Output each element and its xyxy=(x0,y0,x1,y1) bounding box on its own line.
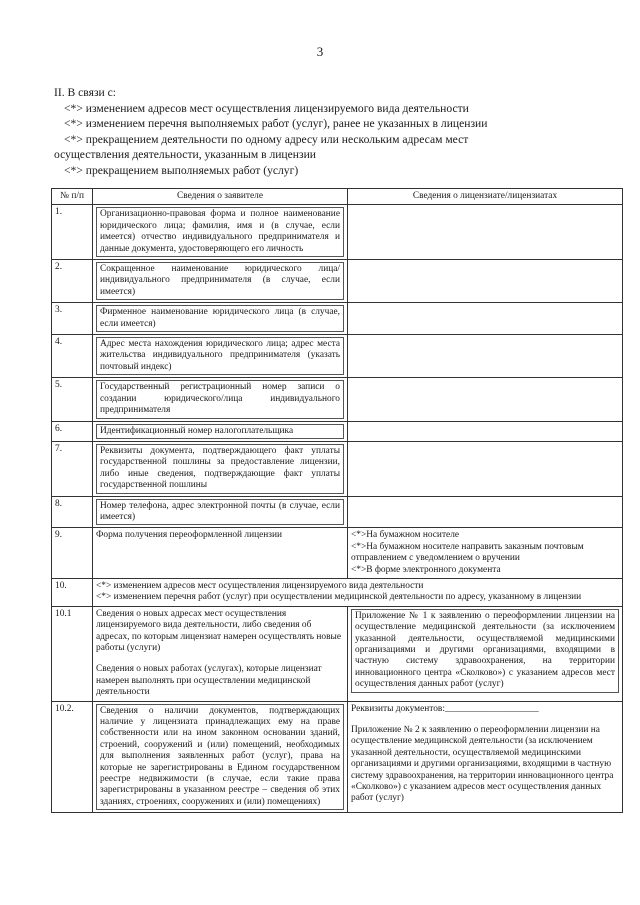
field-value[interactable] xyxy=(348,496,623,528)
row-num: 3. xyxy=(52,303,93,335)
option-paper[interactable]: <*>На бумажном носителе xyxy=(351,530,460,541)
table-row xyxy=(52,303,623,335)
table-header-row xyxy=(52,189,623,205)
license-form-options xyxy=(348,528,623,579)
table-row xyxy=(52,421,623,441)
row-num: 9. xyxy=(52,528,93,579)
field-value[interactable] xyxy=(348,205,623,260)
option-electronic[interactable]: <*>В форме электронного документа xyxy=(351,564,501,575)
field-value[interactable] xyxy=(348,421,623,441)
header-applicant: Сведения о заявителе xyxy=(93,189,348,205)
section-title: II. В связи с: xyxy=(54,86,116,99)
document-details-field[interactable]: Реквизиты документов:____________________ xyxy=(351,703,539,714)
field-label: Идентификационный номер налогоплательщика xyxy=(96,424,344,439)
reason-item: <*> изменением адресов мест осуществления лицензируемого вида деятельности xyxy=(64,101,469,115)
table-row xyxy=(52,205,623,260)
reason-item: <*> изменением перечня выполняемых работ (услуг), ранее не указанных в лицензии xyxy=(64,117,488,130)
row-num: 2. xyxy=(52,260,93,303)
reason-section xyxy=(54,85,614,178)
table-row-change-type xyxy=(52,578,623,606)
field-label: Сокращенное наименование юридического лица/индивидуального предпринимателя (в случае, если имеется) xyxy=(96,262,344,300)
table-row xyxy=(52,496,623,528)
field-label: Сведения о новых работах (услугах), которые лицензиат намерен выполнять при осуществлении медицинской деятельности xyxy=(96,664,322,698)
appendix-2-note: Приложение № 2 к заявлению о переоформлении лицензии на осуществление медицинской деятельности (за исключением указанной деятельности, осуществляемой медицинскими организациями и другими организациями, входящими в частную систему здравоохранения, на территории инновационного центра «Сколково») с указанием адресов мест осуществления данных работ (услуг) xyxy=(351,725,614,804)
application-table xyxy=(51,188,623,813)
table-row xyxy=(52,441,623,496)
reason-item: <*> прекращением выполняемых работ (услуг) xyxy=(64,163,299,177)
row-num: 10.2. xyxy=(52,701,93,813)
field-label: Государственный регистрационный номер записи о создании юридического/лица индивидуального предпринимателя xyxy=(96,380,344,418)
table-row-new-addresses xyxy=(52,606,623,701)
field-label: Номер телефона, адрес электронной почты (в случае, если имеется) xyxy=(96,499,344,526)
reason-item: <*> прекращением деятельности по одному адресу или нескольким адресам мест xyxy=(64,132,469,146)
change-type-options xyxy=(93,578,623,606)
option-change-works[interactable]: <*> изменением перечня работ (услуг) при осуществлении медицинской деятельности по адресу, указанному в лицензии xyxy=(96,592,582,603)
option-paper-mail[interactable]: <*>На бумажном носителе направить заказным почтовым отправлением с уведомлением о вручении xyxy=(351,541,584,564)
table-row-license-form xyxy=(52,528,623,579)
table-row xyxy=(52,378,623,421)
reason-item-continuation: осуществления деятельности, указанным в лицензии xyxy=(54,148,316,161)
header-num: № п/п xyxy=(52,189,93,205)
row-num: 8. xyxy=(52,496,93,528)
header-licensee: Сведения о лицензиате/лицензиатах xyxy=(348,189,623,205)
row-num: 4. xyxy=(52,335,93,378)
field-value[interactable] xyxy=(348,260,623,303)
field-value[interactable] xyxy=(348,335,623,378)
row-num: 1. xyxy=(52,205,93,260)
row-num: 6. xyxy=(52,421,93,441)
field-label: Адрес места нахождения юридического лица; адрес места жительства индивидуального предпринимателя (указать почтовый индекс) xyxy=(96,337,344,375)
field-value[interactable] xyxy=(348,441,623,496)
row-num: 5. xyxy=(52,378,93,421)
field-value[interactable] xyxy=(348,378,623,421)
field-label: Реквизиты документа, подтверждающего факт уплаты государственной пошлины за предоставление лицензии, либо иные сведения, подтверждающие факт уплаты государственной пошлины xyxy=(96,444,344,494)
table-row-documents xyxy=(52,701,623,813)
row-num: 10.1 xyxy=(52,606,93,701)
field-label: Сведения о новых адресах мест осуществления лицензируемого вида деятельности, либо сведения об адресах, по которым лицензиат намерен осуществлять новые работы (услуги) xyxy=(96,608,342,653)
table-row xyxy=(52,260,623,303)
option-change-addresses[interactable]: <*> изменением адресов мест осуществления лицензируемого вида деятельности xyxy=(96,580,424,591)
field-label: Фирменное наименование юридического лица (в случае, если имеется) xyxy=(96,305,344,332)
table-row xyxy=(52,335,623,378)
appendix-1-note: Приложение № 1 к заявлению о переоформлении лицензии на осуществление медицинской деятельности (за исключением указанной деятельности, осуществляемой медицинскими организациями и другими организациями, входящими в частную систему здравоохранения, на территории инновационного центра «Сколково») с указанием адресов мест осуществления данных работ (услуг) xyxy=(351,609,619,693)
field-label: Организационно-правовая форма и полное наименование юридического лица; фамилия, имя и (в случае, если имеется) отчество индивидуального предпринимателя и данные документа, удостоверяющего его личность xyxy=(96,207,344,257)
field-value[interactable] xyxy=(348,303,623,335)
row-num: 7. xyxy=(52,441,93,496)
field-label: Сведения о наличии документов, подтверждающих наличие у лицензиата принадлежащих ему на праве собственности или на ином законном основании зданий, строений, сооружений и (или) помещений, необходимых для выполнения заявленных работ (услуг), права на которые не зарегистрированы в Едином государственном реестре недвижимости (в случае, если такие права зарегистрированы в указанном реестре – сведения об этих зданиях, строениях, сооружениях и (или) помещениях) xyxy=(96,704,344,811)
page-number: 3 xyxy=(316,44,324,59)
field-label: Форма получения переоформленной лицензии xyxy=(93,528,348,579)
row-num: 10. xyxy=(52,578,93,606)
